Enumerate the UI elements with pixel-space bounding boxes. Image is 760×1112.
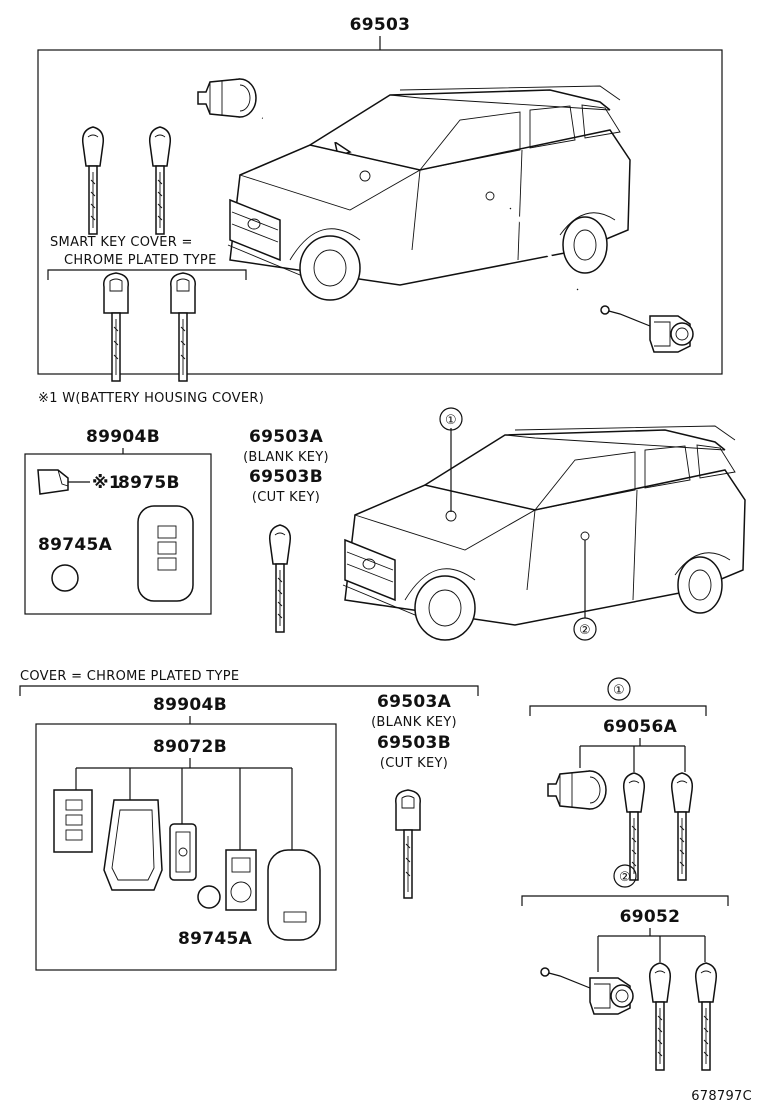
smart-key-top-1 [83, 127, 104, 234]
car-marker-1: ① [445, 413, 457, 428]
key-set1-a [624, 773, 645, 880]
coin-battery-icon-mid [52, 565, 78, 591]
smart-key-top-2 [150, 127, 171, 234]
blank-key-desc-mid: (BLANK KEY) [243, 450, 329, 465]
part-8975B-mark: ※1 [92, 473, 121, 493]
door-lock-top [601, 306, 693, 352]
blank-key-desc-low: (BLANK KEY) [371, 715, 457, 730]
part-69052-label: 69052 [619, 907, 681, 927]
circuit-board [170, 824, 196, 880]
key-set2-b [696, 963, 717, 1070]
button-pad [54, 790, 92, 852]
part-89745A-label-low: 89745A [178, 929, 253, 949]
key-set2-a [650, 963, 671, 1070]
part-69056A-label: 69056A [602, 717, 678, 737]
vehicle-mid [343, 426, 745, 640]
part-69503B-label-low: 69503B [377, 733, 451, 753]
part-69503-label: 69503 [349, 15, 411, 35]
smart-key-cover-note-line1: SMART KEY COVER = [50, 235, 193, 250]
battery-housing-cover [38, 470, 68, 494]
battery-housing-footnote: ※1 W(BATTERY HOUSING COVER) [38, 391, 265, 406]
door-lock-set2 [541, 968, 633, 1014]
part-8975B-label: 8975B [118, 473, 180, 493]
vehicle-top [228, 86, 630, 300]
chrome-fob-cover [268, 850, 320, 940]
chrome-key-low [396, 790, 421, 898]
ignition-cylinder-set1 [548, 771, 606, 809]
part-89904B-label: 89904B [86, 427, 160, 447]
smart-key-cover-note-line2: CHROME PLATED TYPE [64, 253, 217, 268]
smart-key-mid [270, 525, 291, 632]
ignition-cylinder-top [198, 79, 256, 117]
cut-key-desc-mid: (CUT KEY) [251, 490, 321, 505]
chrome-key-top-2 [171, 273, 196, 381]
battery-holder [226, 850, 256, 910]
diagram-code: 678797C [691, 1089, 752, 1104]
key-set1-b [672, 773, 693, 880]
part-89072B-label: 89072B [153, 737, 227, 757]
part-89745A-label-mid: 89745A [38, 535, 113, 555]
set2-marker: ② [619, 870, 631, 885]
chrome-cover-section-title: COVER = CHROME PLATED TYPE [20, 669, 240, 684]
part-69503B-label-mid: 69503B [249, 467, 323, 487]
fob-case-frame [104, 800, 162, 890]
car-marker-2: ② [579, 623, 591, 638]
set1-marker: ① [613, 683, 625, 698]
chrome-key-top-1 [104, 273, 129, 381]
smart-key-fob-mid [138, 506, 193, 601]
part-69503A-label-low: 69503A [376, 692, 452, 712]
coin-battery-icon-low [198, 886, 220, 908]
part-89904B-label-low: 89904B [153, 695, 227, 715]
part-69503A-label-mid: 69503A [248, 427, 324, 447]
cut-key-desc-low: (CUT KEY) [379, 756, 449, 771]
